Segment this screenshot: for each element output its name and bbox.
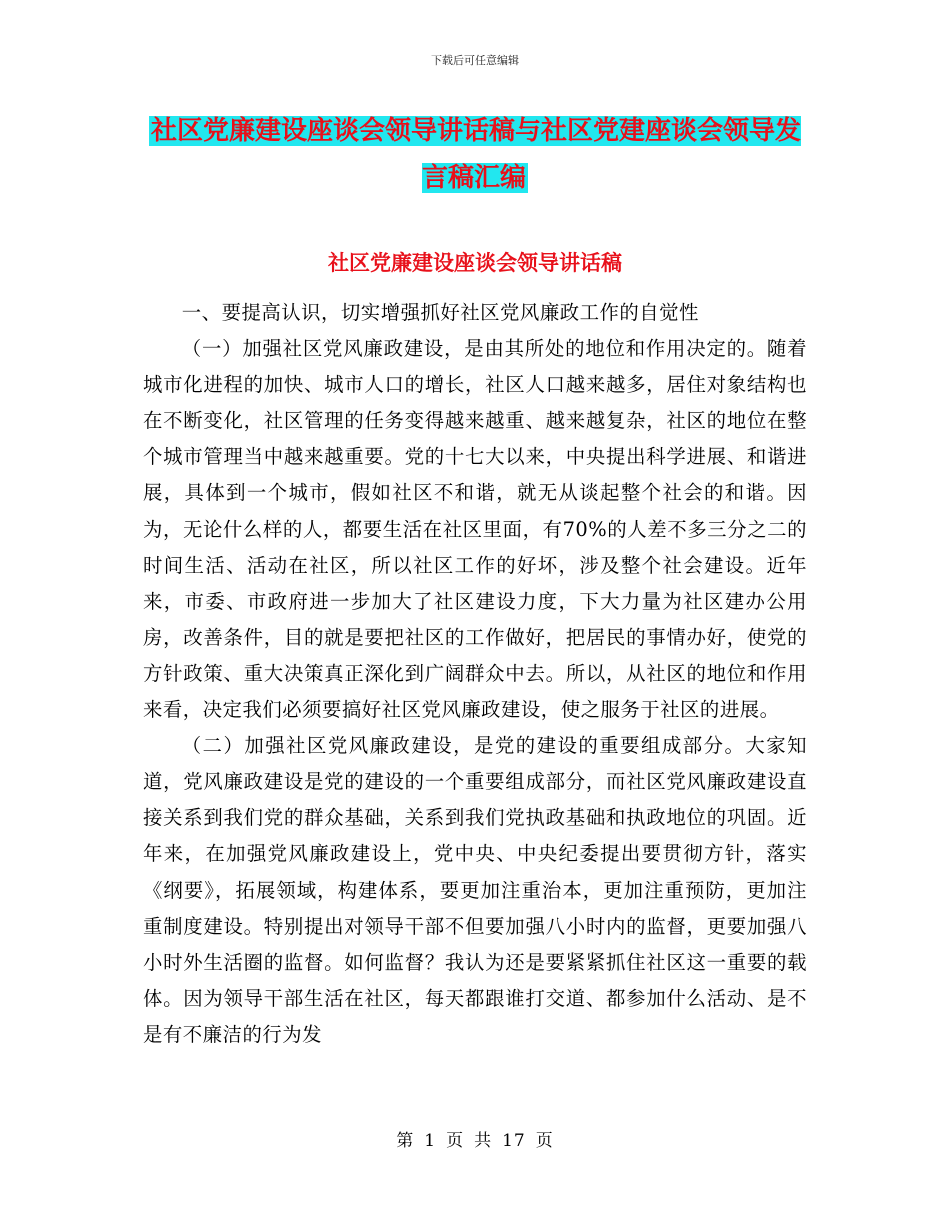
section-title: 社区党廉建设座谈会领导讲话稿	[328, 251, 622, 275]
document-title-text: 社区党廉建设座谈会领导讲话稿与社区党建座谈会领导发言稿汇编	[150, 116, 801, 193]
paragraph-heading: 一、要提高认识，切实增强抓好社区党风廉政工作的自觉性	[181, 301, 699, 324]
paragraph: （二）加强社区党风廉政建设，是党的建设的重要组成部分。大家知道，党风廉政建设是党的建设的一个重要组成部分，而社区党风廉政建设直接关系到我们党的群众基础，关系到我们党执政基础和执政地位的巩固。近年来，在加强党风廉政建设上，党中央、中央纪委提出要贯彻方针，落实《纲要》，拓展领域，构建体系，要更加注重治本，更加注重预防，更加注重制度建设。特别提出对领导干部不但要加强八小时内的监督，更要加强八小时外生活圈的监督。如何监督？我认为还是要紧紧抓住社区这一重要的载体。因为领导干部生活在社区，每天都跟谁打交道、都参加什么活动、是不是有不廉洁的行为发	[143, 734, 807, 1046]
document-title	[143, 108, 807, 202]
footer-total-label: 共	[474, 1131, 493, 1151]
document-body	[143, 295, 807, 1053]
page-footer	[0, 1126, 950, 1151]
page-number: 1	[424, 1131, 437, 1151]
paragraph: （一）加强社区党风廉政建设，是由其所处的地位和作用决定的。随着城市化进程的加快、城市人口的增长，社区人口越来越多，居住对象结构也在不断变化，社区管理的任务变得越来越重、越来越复杂，社区的地位在整个城市管理当中越来越重要。党的十七大以来，中央提出科学进展、和谐进展，具体到一个城市，假如社区不和谐，就无从谈起整个社会的和谐。因为，无论什么样的人，都要生活在社区里面，有70%的人差不多三分之二的时间生活、活动在社区，所以社区工作的好坏，涉及整个社会建设。近年来，市委、市政府进一步加大了社区建设力度，下大力量为社区建办公用房，改善条件，目的就是要把社区的工作做好，把居民的事情办好，使党的方针政策、重大决策真正深化到广阔群众中去。所以，从社区的地位和作用来看，决定我们必须要搞好社区党风廉政建设，使之服务于社区的进展。	[143, 337, 807, 722]
footer-prefix: 第	[396, 1131, 415, 1151]
total-pages: 17	[502, 1131, 526, 1151]
footer-page-label: 页	[446, 1131, 465, 1151]
footer-suffix: 页	[535, 1131, 554, 1151]
header-note: 下载后可任意编辑	[431, 54, 519, 67]
